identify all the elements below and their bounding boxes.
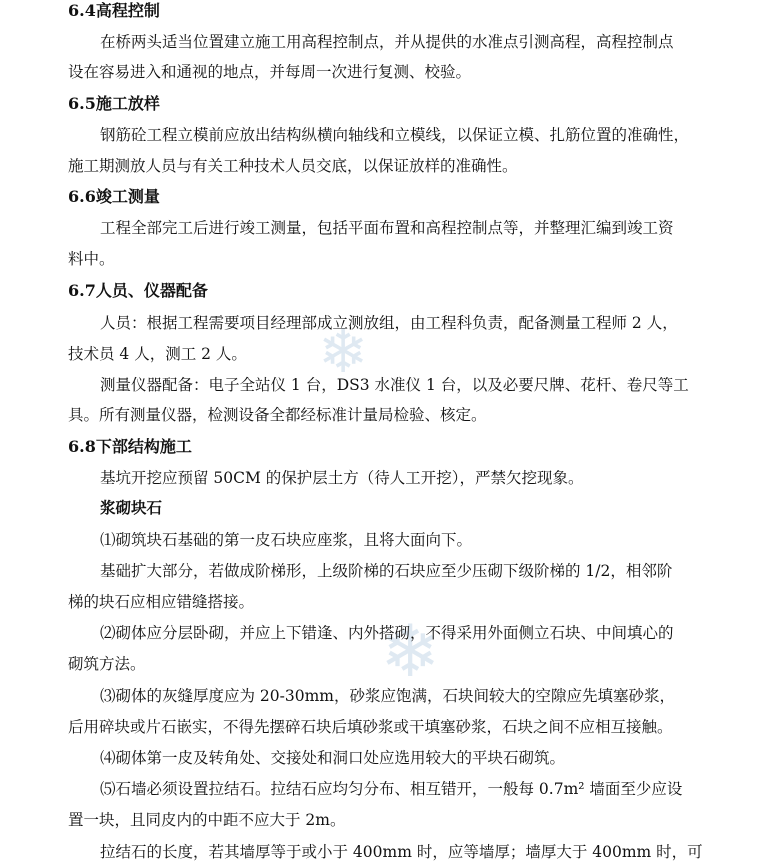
paragraph-line: 施工期测放人员与有关工种技术人员交底，以保证放样的准确性。 [68,157,518,175]
section-heading: 6.6竣工测量 [68,187,160,206]
paragraph-line: 技术员 4 人，测工 2 人。 [68,345,247,363]
paragraph-line: 测量仪器配备：电子全站仪 1 台，DS3 水准仪 1 台，以及必要尺牌、花杆、卷尺等工 [100,376,689,394]
paragraph-line: 拉结石的长度，若其墙厚等于或小于 400mm 时，应等墙厚；墙厚大于 400mm 时，可 [100,843,703,861]
section-heading: 6.4高程控制 [68,1,160,20]
subsection-heading: 浆砌块石 [100,498,163,517]
paragraph-line: 工程全部完工后进行竣工测量，包括平面布置和高程控制点等，并整理汇编到竣工资 [100,219,674,237]
snowflake-watermark-icon: ❄ [318,317,369,387]
section-heading: 6.7人员、仪器配备 [68,281,208,300]
paragraph-line: ⑵砌体应分层卧砌，并应上下错逢、内外搭砌，不得采用外面侧立石块、中间填心的 [100,624,674,642]
paragraph-line: 基础扩大部分，若做成阶梯形，上级阶梯的石块应至少压砌下级阶梯的 1/2，相邻阶 [100,562,673,580]
snowflake-watermark-icon: ❄ [380,609,441,693]
paragraph-line: 人员：根据工程需要项目经理部成立测放组，由工程科负责，配备测量工程师 2 人， [100,314,678,332]
paragraph-line: ⑶砌体的灰缝厚度应为 20-30mm，砂浆应饱满，石块间较大的空隙应先填塞砂浆， [100,687,676,705]
paragraph-line: ⑴砌筑块石基础的第一皮石块应座浆，且将大面向下。 [100,531,473,549]
section-heading: 6.5施工放样 [68,94,160,113]
paragraph-line: 料中。 [68,250,115,268]
paragraph-line: 置一块，且同皮内的中距不应大于 2m。 [68,811,346,829]
paragraph-line: 后用碎块或片石嵌实，不得先摆碎石块后填砂浆或干填塞砂浆，石块之间不应相互接触。 [68,718,673,736]
paragraph-line: 具。所有测量仪器，检测设备全都经标准计量局检验、核定。 [68,406,487,424]
paragraph-line: 梯的块石应相应错缝搭接。 [68,593,255,611]
paragraph-line: ⑷砌体第一皮及转角处、交接处和洞口处应选用较大的平块石砌筑。 [100,749,566,767]
paragraph-line: 在桥两头适当位置建立施工用高程控制点，并从提供的水准点引测高程，高程控制点 [100,33,674,51]
paragraph-line: 钢筋砼工程立模前应放出结构纵横向轴线和立模线，以保证立模、扎筋位置的准确性， [100,126,690,144]
paragraph-line: 基坑开挖应预留 50CM 的保护层土方（待人工开挖），严禁欠挖现象。 [100,469,584,487]
paragraph-line: 设在容易进入和通视的地点，并每周一次进行复测、校验。 [68,63,472,81]
paragraph-line: 砌筑方法。 [68,655,146,673]
section-heading: 6.8下部结构施工 [68,437,192,456]
paragraph-line: ⑸石墙必须设置拉结石。拉结石应均匀分布、相互错开，一般每 0.7m² 墙面至少应设 [100,780,683,798]
